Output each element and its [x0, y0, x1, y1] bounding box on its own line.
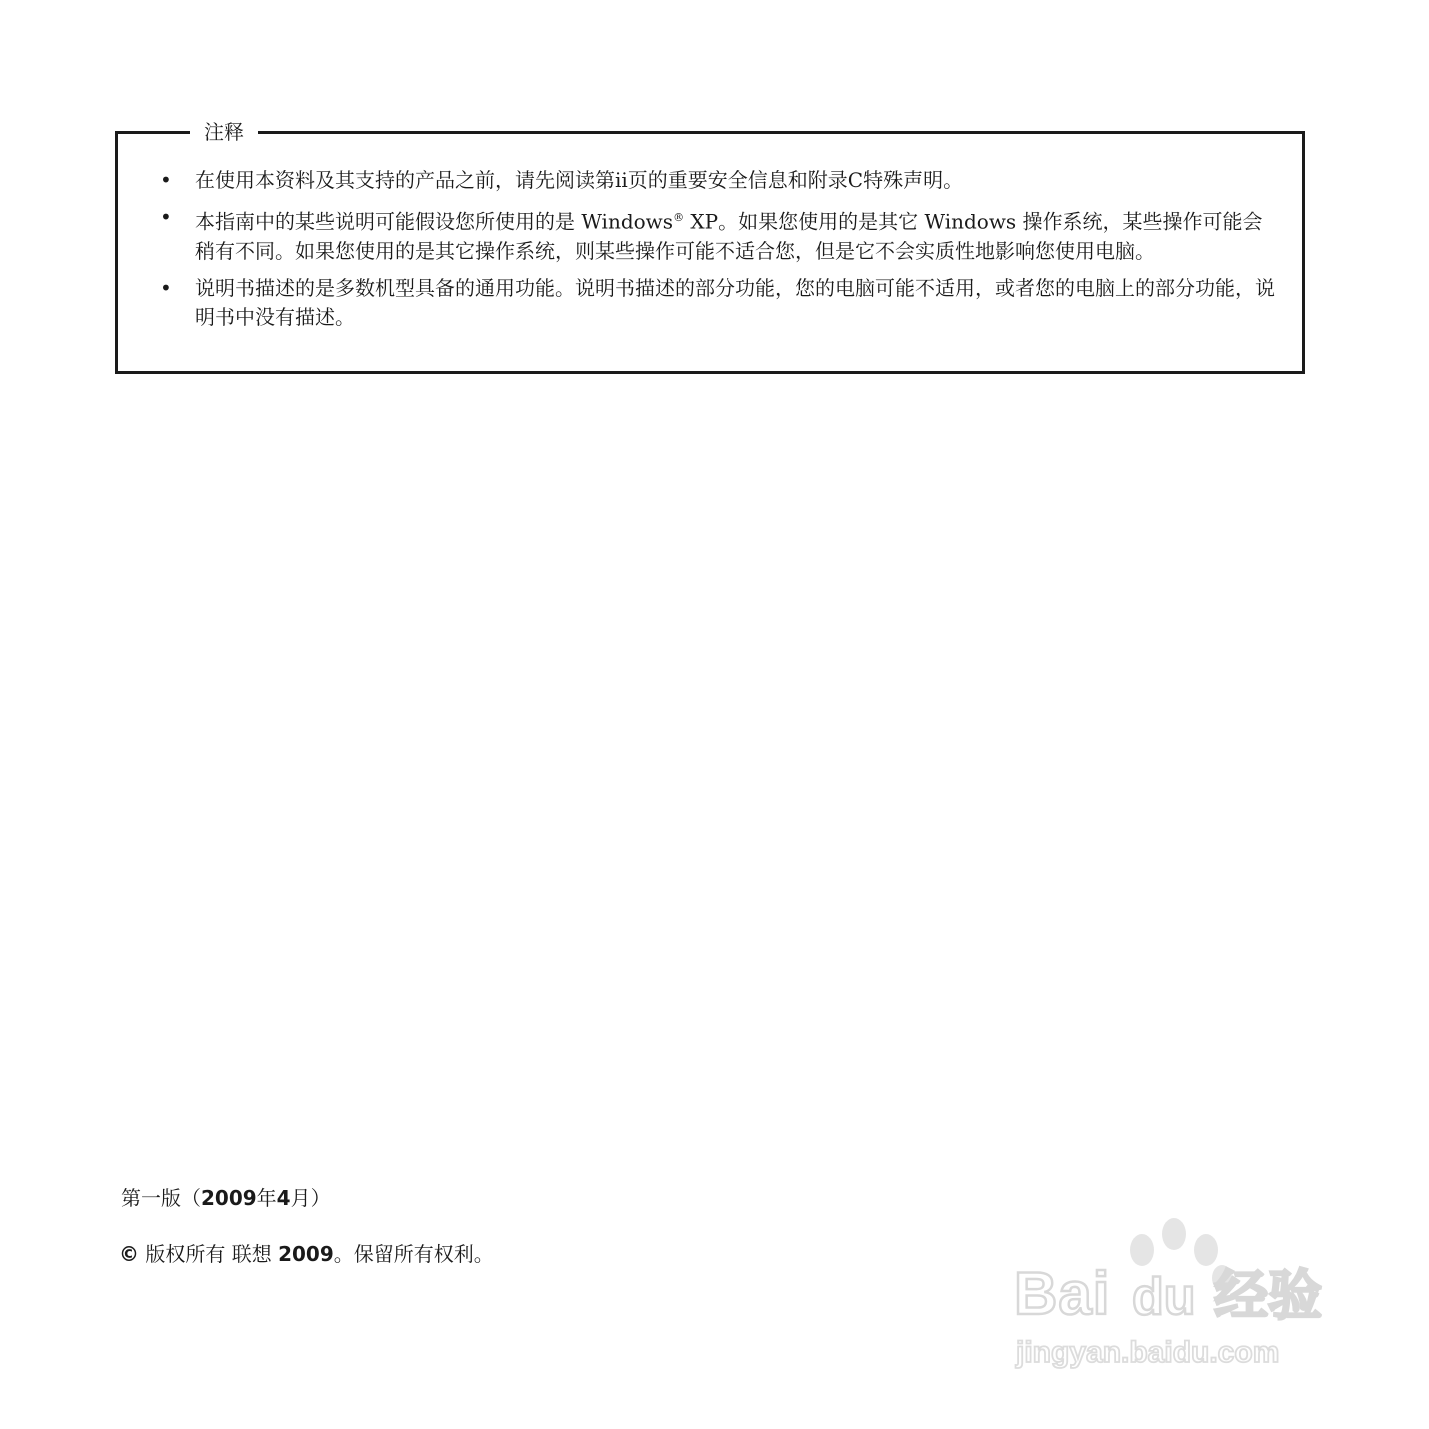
list-item — [154, 203, 1279, 266]
registered-mark: ® — [673, 211, 685, 224]
paw-logo-icon — [1010, 1212, 1350, 1372]
svg-text:Bai: Bai — [1014, 1260, 1111, 1327]
copyright-year: 2009 — [278, 1242, 334, 1266]
copyright-text: 版权所有 联想 — [139, 1242, 279, 1266]
edition-line — [121, 1183, 331, 1213]
copyright-icon: © — [119, 1242, 139, 1266]
svg-text:jingyan.baidu.com: jingyan.baidu.com — [1016, 1336, 1280, 1369]
notes-box — [115, 120, 1305, 374]
notes-title: 注释 — [190, 117, 258, 147]
copyright-suffix: 。保留所有权利。 — [333, 1242, 494, 1266]
note-text: 本指南中的某些说明可能假设您所使用的是 Windows — [195, 209, 674, 234]
edition-month-unit: 月） — [290, 1186, 331, 1210]
edition-prefix: 第一版（ — [121, 1186, 201, 1210]
list-item — [154, 274, 1279, 332]
svg-text:du: du — [1132, 1268, 1196, 1326]
edition-year: 2009 — [201, 1186, 257, 1210]
baidu-jingyan-watermark — [1010, 1212, 1350, 1372]
list-item — [154, 166, 1279, 195]
note-text: 说明书描述的是多数机型具备的通用功能。说明书描述的部分功能，您的电脑可能不适用，或者您的电脑上的部分功能，说明书中没有描述。 — [195, 275, 1275, 329]
edition-year-unit: 年 — [256, 1186, 277, 1210]
svg-text:经验: 经验 — [1214, 1264, 1322, 1327]
bullet-icon: • — [160, 205, 172, 229]
notes-list — [154, 166, 1279, 340]
edition-month: 4 — [276, 1186, 291, 1210]
bullet-icon: • — [160, 275, 172, 300]
note-text: XP。如果您使用的是其它 Windows 操作系统，某些操作可能会稍有不同。如果您使用的是其它操作系统，则某些操作可能不适合您，但是它不会实质性地影响您使用电脑。 — [195, 209, 1263, 263]
note-text: 在使用本资料及其支持的产品之前，请先阅读第ii页的重要安全信息和附录C特殊声明。 — [195, 168, 964, 192]
copyright-line — [119, 1239, 494, 1269]
bullet-icon: • — [160, 168, 172, 192]
